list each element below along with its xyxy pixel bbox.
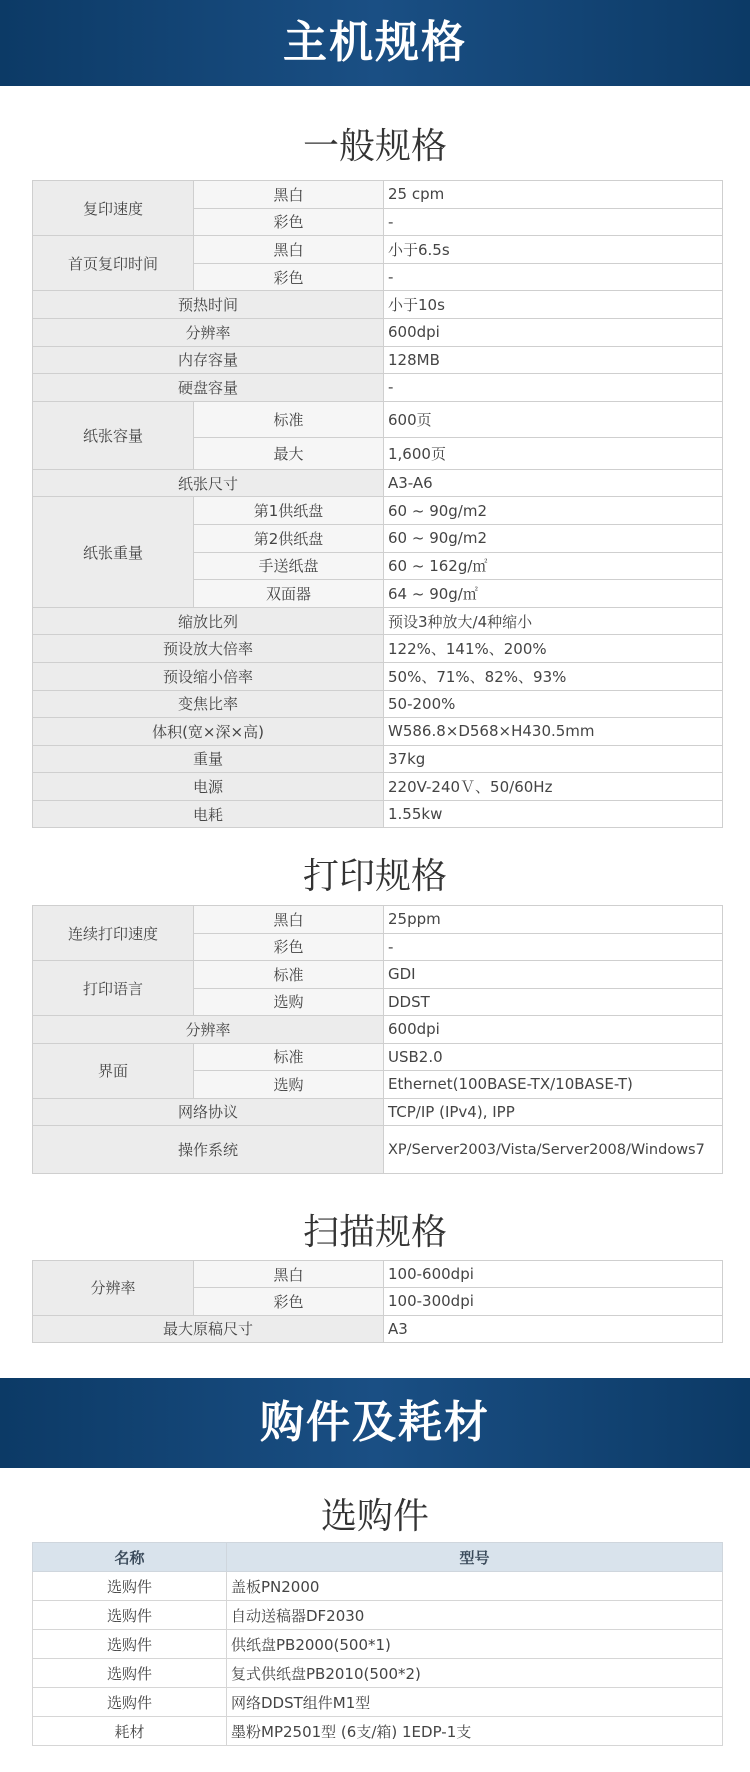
spec-value: 25ppm (384, 906, 723, 934)
table-row (33, 291, 723, 319)
parts-banner (0, 1378, 750, 1468)
spec-value: 100-300dpi (384, 1288, 723, 1315)
spec-value: 60 ~ 90g/m2 (384, 497, 723, 525)
spec-value: 预设3种放大/4种缩小 (384, 607, 723, 635)
spec-sublabel: 选购 (194, 988, 384, 1016)
spec-label: 纸张容量 (33, 401, 194, 469)
spec-label: 预设放大倍率 (33, 635, 384, 663)
spec-label: 体积(宽×深×高) (33, 718, 384, 746)
option-name: 选购件 (33, 1601, 227, 1630)
table-row (33, 745, 723, 773)
table-row (33, 1659, 723, 1688)
option-model: 复式供纸盘PB2010(500*2) (227, 1659, 723, 1688)
scan-spec-table (32, 1260, 723, 1343)
spec-value: 64 ~ 90g/㎡ (384, 580, 723, 608)
spec-sublabel: 标准 (194, 961, 384, 989)
spec-label: 分辨率 (33, 1261, 194, 1316)
table-row (33, 374, 723, 402)
table-row (33, 662, 723, 690)
table-row (33, 236, 723, 264)
option-name: 选购件 (33, 1688, 227, 1717)
table-row (33, 1043, 723, 1071)
main-spec-banner (0, 0, 750, 86)
spec-value: A3 (384, 1315, 723, 1342)
table-row (33, 1601, 723, 1630)
spec-sublabel: 标准 (194, 401, 384, 437)
spec-value: 60 ~ 162g/㎡ (384, 552, 723, 580)
spec-value: 小于10s (384, 291, 723, 319)
spec-label: 内存容量 (33, 346, 384, 374)
spec-value: 60 ~ 90g/m2 (384, 524, 723, 552)
spec-value: - (384, 933, 723, 961)
spec-value: Ethernet(100BASE-TX/10BASE-T) (384, 1071, 723, 1099)
spec-value: W586.8×D568×H430.5mm (384, 718, 723, 746)
option-model: 墨粉MP2501型 (6支/箱) 1EDP-1支 (227, 1717, 723, 1746)
spec-value: 100-600dpi (384, 1261, 723, 1288)
spec-label: 界面 (33, 1043, 194, 1098)
spec-label: 电源 (33, 773, 384, 801)
spec-sublabel: 标准 (194, 1043, 384, 1071)
print-spec-title: 打印规格 (302, 856, 447, 897)
spec-value: USB2.0 (384, 1043, 723, 1071)
spec-value: 37kg (384, 745, 723, 773)
general-spec-table (32, 180, 723, 828)
spec-value: 600页 (384, 401, 723, 437)
option-model: 供纸盘PB2000(500*1) (227, 1630, 723, 1659)
spec-label: 纸张尺寸 (33, 469, 384, 497)
table-header-row (33, 1543, 723, 1572)
scan-spec-title: 扫描规格 (302, 1212, 447, 1253)
spec-sublabel: 黑白 (194, 236, 384, 264)
table-row (33, 469, 723, 497)
options-table (32, 1542, 723, 1746)
spec-label: 打印语言 (33, 961, 194, 1016)
spec-label: 首页复印时间 (33, 236, 194, 291)
spec-sublabel: 手送纸盘 (194, 552, 384, 580)
spec-sublabel: 最大 (194, 437, 384, 469)
options-title: 选购件 (320, 1496, 429, 1537)
spec-sublabel: 彩色 (194, 208, 384, 236)
spec-label: 分辨率 (33, 318, 384, 346)
option-name: 选购件 (33, 1659, 227, 1688)
spec-sublabel: 第1供纸盘 (194, 497, 384, 525)
table-row (33, 773, 723, 801)
table-row (33, 961, 723, 989)
spec-label: 网络协议 (33, 1098, 384, 1126)
spec-label: 预热时间 (33, 291, 384, 319)
spec-value: 122%、141%、200% (384, 635, 723, 663)
spec-value: A3-A6 (384, 469, 723, 497)
main-spec-banner-title: 主机规格 (283, 17, 467, 68)
spec-label: 操作系统 (33, 1126, 384, 1174)
spec-value: 220V-240Ｖ、50/60Hz (384, 773, 723, 801)
spec-value: 50-200% (384, 690, 723, 718)
spec-value: TCP/IP (IPv4), IPP (384, 1098, 723, 1126)
print-spec-table (32, 905, 723, 1174)
option-model: 网络DDST组件M1型 (227, 1688, 723, 1717)
option-model: 自动送稿器DF2030 (227, 1601, 723, 1630)
spec-label: 预设缩小倍率 (33, 662, 384, 690)
spec-sublabel: 黑白 (194, 906, 384, 934)
spec-label: 电耗 (33, 800, 384, 828)
spec-sublabel: 彩色 (194, 263, 384, 291)
spec-label: 纸张重量 (33, 497, 194, 607)
table-row (33, 718, 723, 746)
spec-value: 128MB (384, 346, 723, 374)
spec-sublabel: 第2供纸盘 (194, 524, 384, 552)
table-row (33, 497, 723, 525)
option-name: 选购件 (33, 1572, 227, 1601)
spec-value: 600dpi (384, 318, 723, 346)
spec-value: 600dpi (384, 1016, 723, 1044)
table-row (33, 607, 723, 635)
table-row (33, 346, 723, 374)
spec-sublabel: 彩色 (194, 933, 384, 961)
spec-sublabel: 黑白 (194, 1261, 384, 1288)
table-row (33, 1688, 723, 1717)
spec-sublabel: 选购 (194, 1071, 384, 1099)
spec-sublabel: 双面器 (194, 580, 384, 608)
spec-value: 1.55kw (384, 800, 723, 828)
table-row (33, 1098, 723, 1126)
table-row (33, 1126, 723, 1174)
spec-label: 缩放比列 (33, 607, 384, 635)
option-name: 选购件 (33, 1630, 227, 1659)
column-header-name: 名称 (33, 1543, 227, 1572)
spec-label: 连续打印速度 (33, 906, 194, 961)
table-row (33, 1572, 723, 1601)
spec-value: 小于6.5s (384, 236, 723, 264)
table-row (33, 635, 723, 663)
spec-value: 1,600页 (384, 437, 723, 469)
spec-label: 分辨率 (33, 1016, 384, 1044)
table-row (33, 1717, 723, 1746)
table-row (33, 690, 723, 718)
table-row (33, 401, 723, 437)
spec-value: - (384, 263, 723, 291)
table-row (33, 318, 723, 346)
general-spec-title: 一般规格 (302, 126, 447, 167)
parts-banner-title: 购件及耗材 (260, 1397, 490, 1448)
option-model: 盖板PN2000 (227, 1572, 723, 1601)
spec-label: 复印速度 (33, 181, 194, 236)
spec-label: 最大原稿尺寸 (33, 1315, 384, 1342)
spec-value: 50%、71%、82%、93% (384, 662, 723, 690)
table-row (33, 1016, 723, 1044)
spec-value: - (384, 208, 723, 236)
spec-label: 变焦比率 (33, 690, 384, 718)
spec-value: - (384, 374, 723, 402)
spec-label: 硬盘容量 (33, 374, 384, 402)
table-row (33, 800, 723, 828)
column-header-model: 型号 (227, 1543, 723, 1572)
spec-value: DDST (384, 988, 723, 1016)
table-row (33, 181, 723, 209)
spec-label: 重量 (33, 745, 384, 773)
spec-sublabel: 黑白 (194, 181, 384, 209)
spec-value: XP/Server2003/Vista/Server2008/Windows7 (384, 1126, 723, 1174)
spec-value: 25 cpm (384, 181, 723, 209)
table-row (33, 1315, 723, 1342)
spec-value: GDI (384, 961, 723, 989)
spec-sublabel: 彩色 (194, 1288, 384, 1315)
table-row (33, 906, 723, 934)
table-row (33, 1630, 723, 1659)
table-row (33, 1261, 723, 1288)
option-name: 耗材 (33, 1717, 227, 1746)
